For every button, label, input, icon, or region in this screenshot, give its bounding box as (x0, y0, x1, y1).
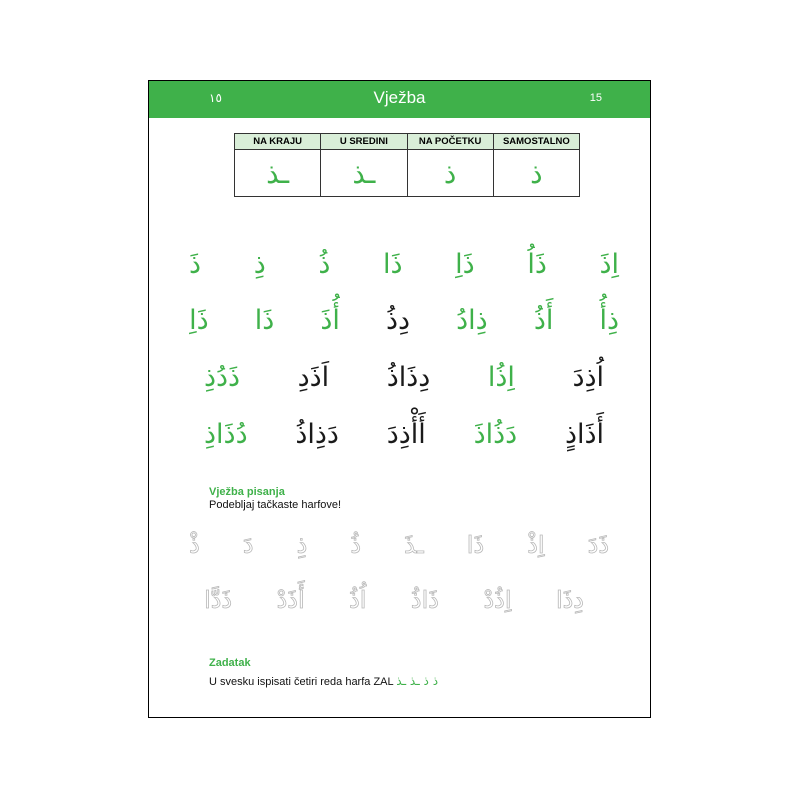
page-number: 15 (589, 92, 602, 104)
header-end: NA KRAJU (235, 134, 321, 150)
trace-glyph: ذَدَّا (204, 586, 233, 614)
tracing-row-1 (189, 531, 609, 559)
writing-section-title: Vježba pisanja (209, 486, 285, 498)
worksheet-page (148, 80, 651, 718)
task-text (209, 674, 438, 688)
tracing-row-2 (204, 586, 584, 614)
header-beginning: NA POČETKU (407, 134, 493, 150)
trace-glyph: دِذَا (555, 586, 584, 614)
trace-glyph: ذْ (189, 531, 200, 559)
writing-instruction: Podebljaj tačkaste harfove! (209, 499, 342, 511)
word: دَذُاذَ (473, 419, 518, 450)
trace-glyph: ـذَ (404, 531, 424, 559)
word: دِذَاذُ (386, 362, 431, 393)
syllable: دِذُ (386, 305, 411, 336)
word: دَذِاذُ (295, 419, 339, 450)
task-section-title: Zadatak (209, 657, 251, 669)
word: أَذَاذٍ (564, 419, 604, 450)
syllable: ذَا (254, 305, 275, 336)
header-middle: U SREDINI (321, 134, 407, 150)
form-beginning: ذ (407, 150, 493, 197)
syllable: ذَاِ (189, 305, 209, 336)
practice-row-4 (204, 419, 604, 450)
practice-row-2 (189, 305, 619, 336)
letter-forms-table (234, 133, 580, 197)
header-isolated: SAMOSTALNO (493, 134, 579, 150)
form-end: ـذ (235, 150, 321, 197)
page-header (149, 81, 650, 118)
trace-glyph: دَ (242, 531, 254, 559)
trace-glyph: ذَاذُ (410, 586, 439, 614)
word: أَأْذِدَ (386, 419, 426, 450)
task-letters: ذ ذ ـذ ـذ (396, 674, 439, 688)
trace-glyph: ذَدَ (587, 531, 609, 559)
syllable: اِذَ (599, 249, 619, 280)
trace-glyph: اِذُدْ (483, 586, 512, 614)
syllable: ذُ (318, 249, 331, 280)
syllable: أُذَ (320, 305, 340, 336)
syllable: ذَاِ (455, 249, 475, 280)
page-number-arabic: ١٥ (209, 91, 222, 105)
word: اُذِدَ (572, 362, 604, 393)
word: ذَدُذِ (204, 362, 241, 393)
syllable: ذَاُ (527, 249, 547, 280)
trace-glyph: اُذُ (349, 586, 367, 614)
word: دُذَاذِ (204, 419, 248, 450)
form-isolated: ذ (493, 150, 579, 197)
syllable: ذِادُ (456, 305, 488, 336)
syllable: ذَ (189, 249, 202, 280)
trace-glyph: ذُ (350, 531, 362, 559)
form-middle: ـذ (321, 150, 407, 197)
practice-row-3 (204, 362, 604, 393)
syllable: أَذُ (533, 305, 554, 336)
trace-glyph: أَذَدْ (276, 586, 305, 614)
task-instruction: U svesku ispisati četiri reda harfa ZAL (209, 676, 394, 688)
practice-row-1 (189, 249, 619, 280)
word: اِذُا (487, 362, 515, 393)
page-title: Vježba (373, 88, 426, 107)
trace-glyph: ذَا (466, 531, 485, 559)
trace-glyph: ذِ (296, 531, 308, 559)
trace-glyph: اِذْ (527, 531, 545, 559)
syllable: ذِ (253, 249, 266, 280)
syllable: ذَا (383, 249, 403, 280)
word: اَذَدِ (297, 362, 330, 393)
syllable: ذِأُ (599, 305, 619, 336)
